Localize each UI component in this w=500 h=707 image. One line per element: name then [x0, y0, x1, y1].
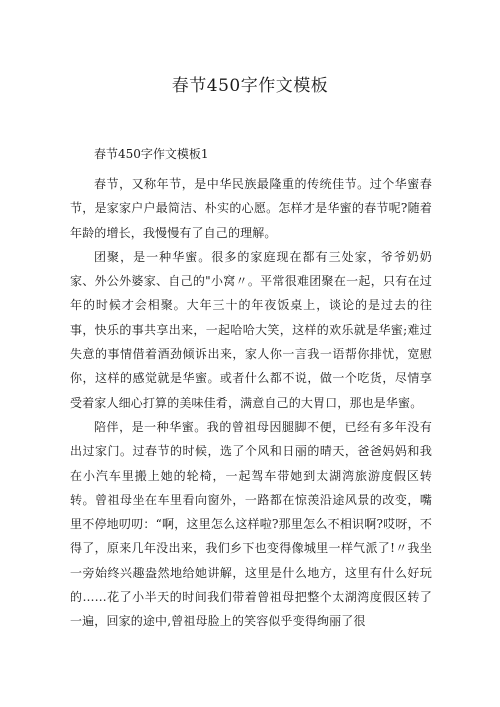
document-subtitle: 春节450字作文模板1	[94, 147, 209, 161]
paragraph-1: 春节，又称年节，是中华民族最隆重的传统佳节。过个华蜜春节，是家家户户最简洁、朴实的心愿。怎样才是华蜜的春节呢?随着年龄的增长，我慢慢有了自己的理解。	[70, 177, 432, 240]
paragraph-2: 团聚，是一种华蜜。很多的家庭现在都有三处家，爷爷奶奶家、外公外婆家、自己的"小窝〃。平常很难团聚在一起，只有在过年的时候才会相聚。大年三十的年夜饭桌上，谈论的是过去的往事，快乐的事共享出来，一起哈哈大笑，这样的欢乐就是华蜜;难过失意的事情借着酒劲倾诉出来，家人你一言我一语帮你排忧，宽慰你，这样的感觉就是华蜜。或者什么都不说，做一个吃货，尽情享受着家人细心打算的美味佳肴，满意自己的大胃口，那也是华蜜。	[70, 249, 432, 410]
document-title: 春节450字作文模板	[171, 76, 329, 96]
paragraph-3: 陪伴，是一种华蜜。我的曾祖母因腿脚不便，已经有多年没有出过家门。过春节的时候，选了个风和日丽的晴天，爸爸妈妈和我在小汽车里搬上她的轮椅，一起驾车带她到太湖湾旅游度假区转转。曾祖母坐在车里看向窗外，一路都在惊羡沿途风景的改变，嘴里不停地叨叨：“啊，这里怎么这样啦?那里怎么不相识啊?哎呀，不得了，原来几年没出来，我们乡下也变得像城里一样气派了!〃我坐一旁始终兴趣盎然地给她讲解，这里是什么地方，这里有什么好玩的……花了小半天的时间我们带着曾祖母把整个太湖湾度假区转了一遍，回家的途中,曾祖母脸上的笑容似乎变得绚丽了很	[70, 419, 432, 629]
document-body	[70, 144, 432, 634]
